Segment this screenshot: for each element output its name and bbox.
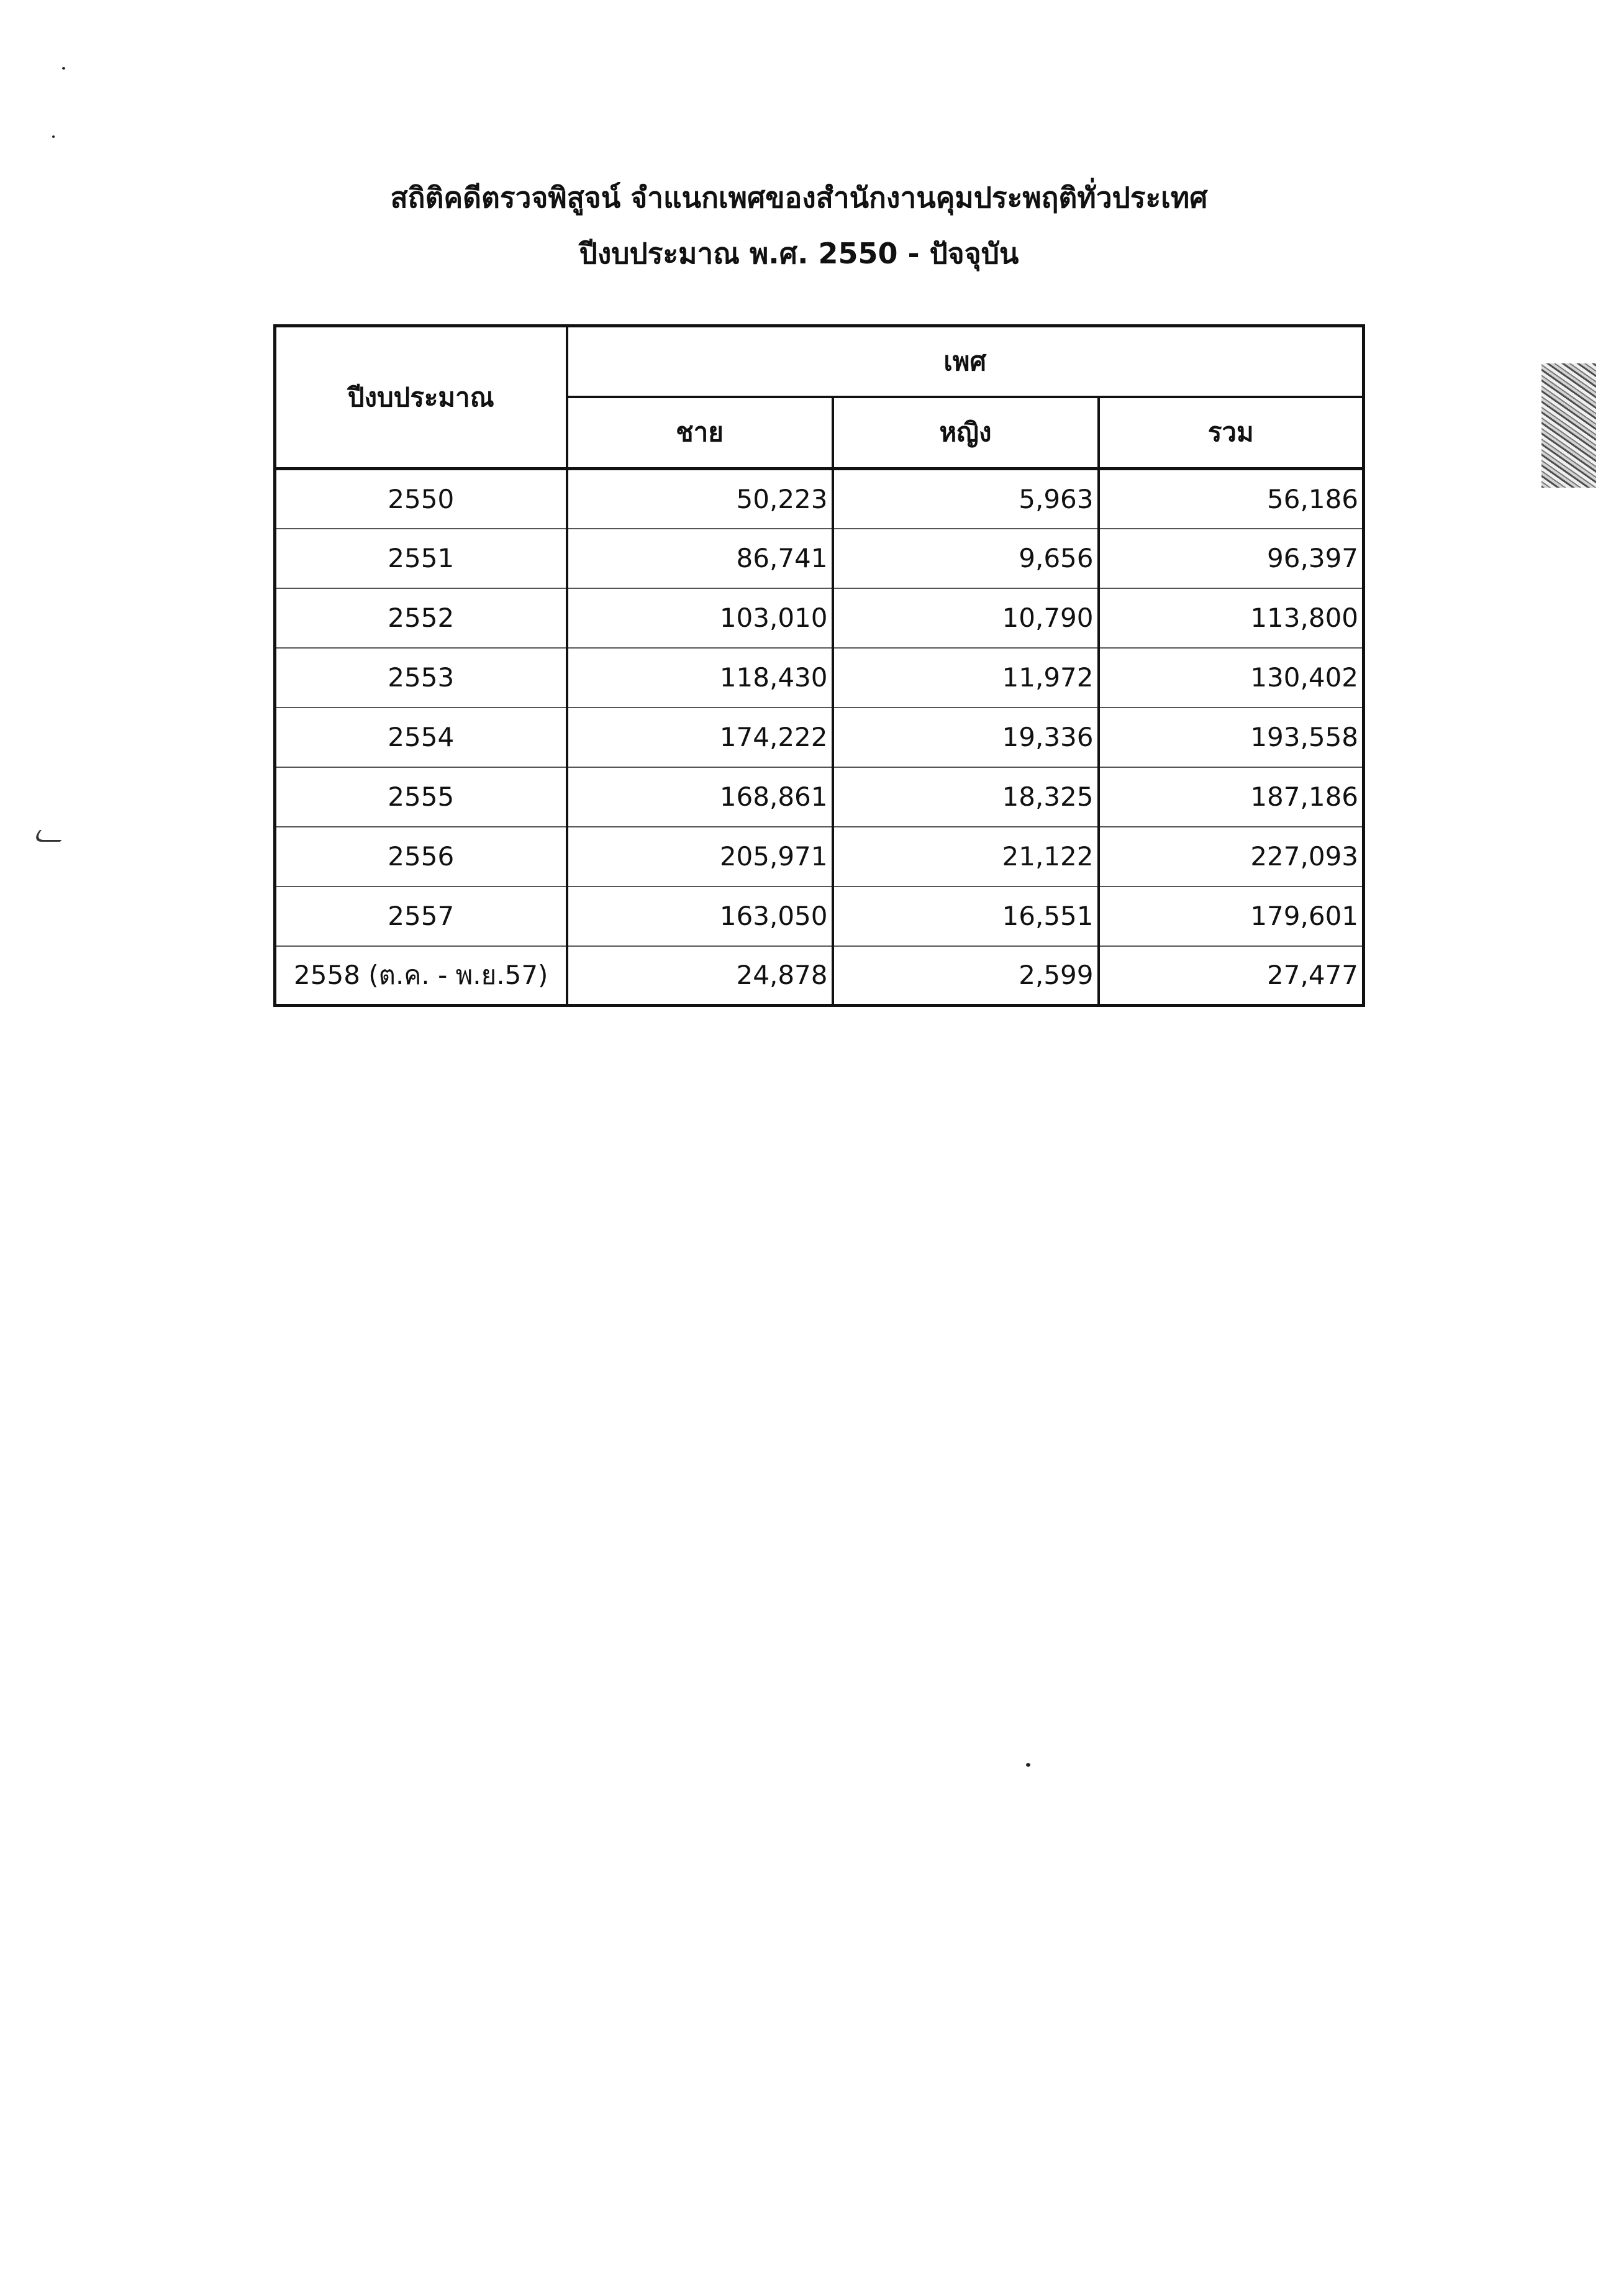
table-row xyxy=(275,588,1364,648)
cell-total: 27,477 xyxy=(1099,946,1364,1006)
header-total: รวม xyxy=(1099,397,1364,469)
cell-female: 5,963 xyxy=(833,469,1099,529)
scan-mark-stroke xyxy=(30,830,70,842)
header-female: หญิง xyxy=(833,397,1099,469)
cell-male: 118,430 xyxy=(567,648,833,708)
cell-male: 163,050 xyxy=(567,886,833,946)
cell-year: 2550 xyxy=(275,469,567,529)
cell-total: 96,397 xyxy=(1099,529,1364,588)
cell-female: 11,972 xyxy=(833,648,1099,708)
header-gender-group: เพศ xyxy=(567,326,1364,397)
cell-female: 21,122 xyxy=(833,827,1099,886)
cell-female: 10,790 xyxy=(833,588,1099,648)
table-row xyxy=(275,886,1364,946)
cell-year: 2558 (ต.ค. - พ.ย.57) xyxy=(275,946,567,1006)
cell-total: 227,093 xyxy=(1099,827,1364,886)
cell-year: 2553 xyxy=(275,648,567,708)
cell-female: 19,336 xyxy=(833,708,1099,767)
cell-total: 179,601 xyxy=(1099,886,1364,946)
cell-year: 2554 xyxy=(275,708,567,767)
cell-total: 130,402 xyxy=(1099,648,1364,708)
table-row xyxy=(275,767,1364,827)
cell-male: 103,010 xyxy=(567,588,833,648)
cell-female: 16,551 xyxy=(833,886,1099,946)
cell-year: 2555 xyxy=(275,767,567,827)
cell-male: 174,222 xyxy=(567,708,833,767)
scan-speck xyxy=(62,67,65,70)
header-year: ปีงบประมาณ xyxy=(275,326,567,469)
cell-year: 2557 xyxy=(275,886,567,946)
table-row xyxy=(275,827,1364,886)
cell-total: 193,558 xyxy=(1099,708,1364,767)
cell-total: 113,800 xyxy=(1099,588,1364,648)
cell-male: 50,223 xyxy=(567,469,833,529)
cell-total: 56,186 xyxy=(1099,469,1364,529)
cell-female: 18,325 xyxy=(833,767,1099,827)
cell-female: 2,599 xyxy=(833,946,1099,1006)
scan-edge-artifact xyxy=(1541,363,1596,488)
cell-year: 2552 xyxy=(275,588,567,648)
table-row xyxy=(275,946,1364,1006)
document-title: สถิติคดีตรวจพิสูจน์ จำแนกเพศของสำนักงานคุมประพฤติทั่วประเทศ xyxy=(390,181,1208,214)
cell-year: 2551 xyxy=(275,529,567,588)
cell-year: 2556 xyxy=(275,827,567,886)
table-body xyxy=(275,469,1364,1006)
table-row xyxy=(275,708,1364,767)
table-row xyxy=(275,529,1364,588)
cell-male: 24,878 xyxy=(567,946,833,1006)
cell-male: 168,861 xyxy=(567,767,833,827)
scan-speck xyxy=(1026,1763,1030,1767)
cell-female: 9,656 xyxy=(833,529,1099,588)
table-row xyxy=(275,648,1364,708)
cell-male: 86,741 xyxy=(567,529,833,588)
table-row xyxy=(275,469,1364,529)
header-male: ชาย xyxy=(567,397,833,469)
cell-total: 187,186 xyxy=(1099,767,1364,827)
statistics-table xyxy=(273,324,1365,1007)
cell-male: 205,971 xyxy=(567,827,833,886)
scan-speck xyxy=(52,135,55,138)
document-subtitle: ปีงบประมาณ พ.ศ. 2550 - ปัจจุบัน xyxy=(579,237,1019,270)
